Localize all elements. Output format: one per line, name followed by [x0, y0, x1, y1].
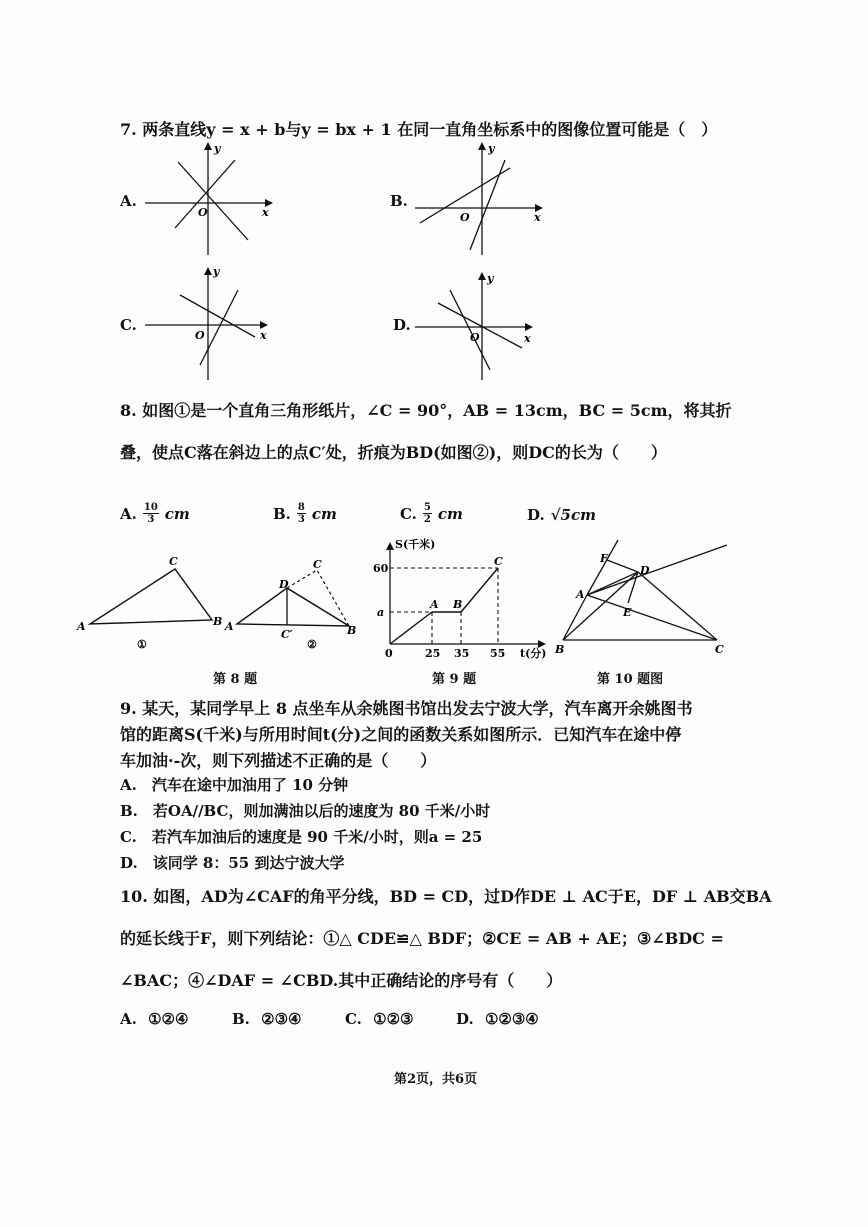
q8-option-c-num: 5 — [423, 502, 431, 513]
q8-fig2-label-b: B — [347, 624, 357, 637]
q7-b-origin: O — [460, 211, 470, 224]
q9-point-b: B — [453, 598, 463, 611]
q7-stem: 7. 两条直线y = x + b与y = bx + 1 在同一直角坐标系中的图像位置可能是（ ） — [120, 120, 718, 139]
q8-fig1-label-c: C — [169, 555, 178, 568]
q7-a-x: x — [262, 206, 269, 219]
q10-label-c: C — [715, 643, 724, 656]
q7-b-x: x — [534, 211, 541, 224]
q10-option-d — [456, 1010, 539, 1028]
q8-figure-2 — [225, 558, 365, 658]
q10-option-b-label: B. — [232, 1010, 250, 1028]
q8-option-b-fraction — [297, 502, 306, 525]
q9-x35: 35 — [454, 647, 470, 660]
q9-option-d: D. 该同学 8：55 到达宁波大学 — [120, 854, 345, 872]
q8-option-b-num: 8 — [297, 502, 305, 513]
q10-option-a-text: ①②④ — [148, 1010, 189, 1028]
q8-option-c-label: C. — [400, 504, 417, 523]
q8-option-a-num: 10 — [143, 502, 158, 513]
q8-figure-1 — [75, 555, 225, 655]
q9-xlabel: t(分) — [520, 647, 547, 660]
q8-option-c-fraction — [423, 502, 432, 525]
q9-point-a: A — [430, 598, 439, 611]
q10-figure — [545, 540, 735, 658]
q10-option-a — [120, 1010, 188, 1028]
q8-fig2-label-d: D — [279, 578, 289, 591]
q7-d-x: x — [524, 332, 531, 345]
q8-fig2-label-c2: C′ — [281, 628, 293, 641]
q8-stem-line1: 8. 如图①是一个直角三角形纸片，∠C = 90°，AB = 13cm，BC = 5cm，将其折 — [120, 401, 732, 420]
q7-a-y: y — [214, 142, 221, 155]
q9-ylabel: S(千米) — [395, 538, 436, 551]
q7-graph-c — [140, 265, 280, 385]
q10-option-a-label: A. — [120, 1010, 137, 1028]
q10-option-c-text: ①②③ — [373, 1010, 414, 1028]
q10-option-b — [232, 1010, 301, 1028]
q8-option-d-label: D. — [527, 506, 545, 524]
q7-b-y: y — [488, 142, 495, 155]
q8-option-b — [273, 502, 337, 525]
q8-option-d — [527, 506, 596, 524]
q9-x55: 55 — [490, 647, 506, 660]
q7-graph-d — [410, 270, 550, 385]
q10-stem-line3: ∠BAC；④∠DAF = ∠CBD.其中正确结论的序号有（ ） — [120, 971, 563, 990]
q8-fig1-label-a: A — [77, 620, 86, 633]
q10-label-b: B — [555, 643, 565, 656]
q10-option-b-text: ②③④ — [261, 1010, 302, 1028]
q7-option-c-label: C. — [120, 316, 137, 334]
q9-stem-line2: 馆的距离S(千米)与所用时间t(分)之间的函数关系如图所示．已知汽车在途中停 — [120, 725, 682, 744]
q10-label-d: D — [640, 564, 650, 577]
q8-option-c-den: 2 — [423, 514, 431, 525]
q9-ya: a — [377, 606, 385, 619]
q10-label-f: F — [600, 552, 608, 565]
page-footer: 第2页，共6页 — [394, 1072, 478, 1087]
q7-option-b-label: B. — [390, 192, 408, 210]
q8-option-b-label: B. — [273, 504, 291, 523]
q8-option-a-label: A. — [120, 504, 137, 523]
q8-fig2-label-a: A — [225, 620, 234, 633]
q9-y60: 60 — [373, 562, 389, 575]
q9-option-b: B. 若OA//BC，则加满油以后的速度为 80 千米/小时 — [120, 802, 491, 820]
q7-a-origin: O — [198, 206, 208, 219]
q9-option-c: C. 若汽车加油后的速度是 90 千米/小时，则a = 25 — [120, 828, 483, 846]
q9-graph — [370, 540, 550, 665]
q8-option-d-text: √5cm — [550, 506, 597, 524]
q9-stem-line1: 9. 某天，某同学早上 8 点坐车从余姚图书馆出发去宁波大学，汽车离开余姚图书 — [120, 699, 693, 718]
q8-option-a — [120, 502, 190, 525]
q9-point-c: C — [494, 555, 503, 568]
q10-label-e: E — [623, 606, 632, 619]
q7-graph-b — [410, 140, 550, 260]
q8-fig2-tag: ② — [307, 638, 317, 651]
q7-d-y: y — [487, 272, 494, 285]
q10-stem-line2: 的延长线于F，则下列结论：①△ CDE≌△ BDF；②CE = AB + AE；③∠BDC = — [120, 929, 724, 948]
q8-stem-line2: 叠，使点C落在斜边上的点C′处，折痕为BD(如图②)，则DC的长为（ ） — [120, 443, 667, 462]
q10-option-d-label: D. — [456, 1010, 474, 1028]
q8-option-c — [400, 502, 463, 525]
q7-option-a-label: A. — [120, 192, 137, 210]
q9-option-a: A. 汽车在途中加油用了 10 分钟 — [120, 776, 349, 794]
q8-option-b-den: 3 — [297, 514, 305, 525]
q7-c-x: x — [260, 329, 267, 342]
q7-option-d-label: D. — [393, 316, 411, 334]
q7-graph-a — [140, 140, 280, 260]
q10-stem-line1: 10. 如图，AD为∠CAF的角平分线，BD = CD，过D作DE ⊥ AC于E，DF ⊥ AB交BA — [120, 887, 772, 906]
q7-c-origin: O — [195, 329, 205, 342]
q8-fig2-label-c: C — [313, 558, 322, 571]
q9-stem-line3: 车加油·-次，则下列描述不正确的是（ ） — [120, 751, 437, 770]
q10-option-d-text: ①②③④ — [484, 1010, 539, 1028]
q9-x0: 0 — [385, 647, 393, 660]
q8-option-a-den: 3 — [147, 514, 155, 525]
q10-option-c-label: C. — [345, 1010, 362, 1028]
q8-option-b-unit: cm — [311, 504, 337, 523]
q10-option-c — [345, 1010, 413, 1028]
q8-option-a-fraction — [143, 502, 159, 525]
q9-x25: 25 — [425, 647, 441, 660]
q8-fig1-label-b: B — [213, 615, 223, 628]
q10-caption: 第 10 题图 — [597, 672, 664, 687]
q9-caption: 第 9 题 — [432, 672, 477, 687]
q7-d-origin: O — [470, 331, 480, 344]
q8-option-a-unit: cm — [164, 504, 190, 523]
q7-c-y: y — [213, 265, 220, 278]
q8-fig1-tag: ① — [137, 638, 147, 651]
q8-caption: 第 8 题 — [213, 672, 258, 687]
q8-option-c-unit: cm — [437, 504, 463, 523]
q10-label-a: A — [576, 588, 585, 601]
